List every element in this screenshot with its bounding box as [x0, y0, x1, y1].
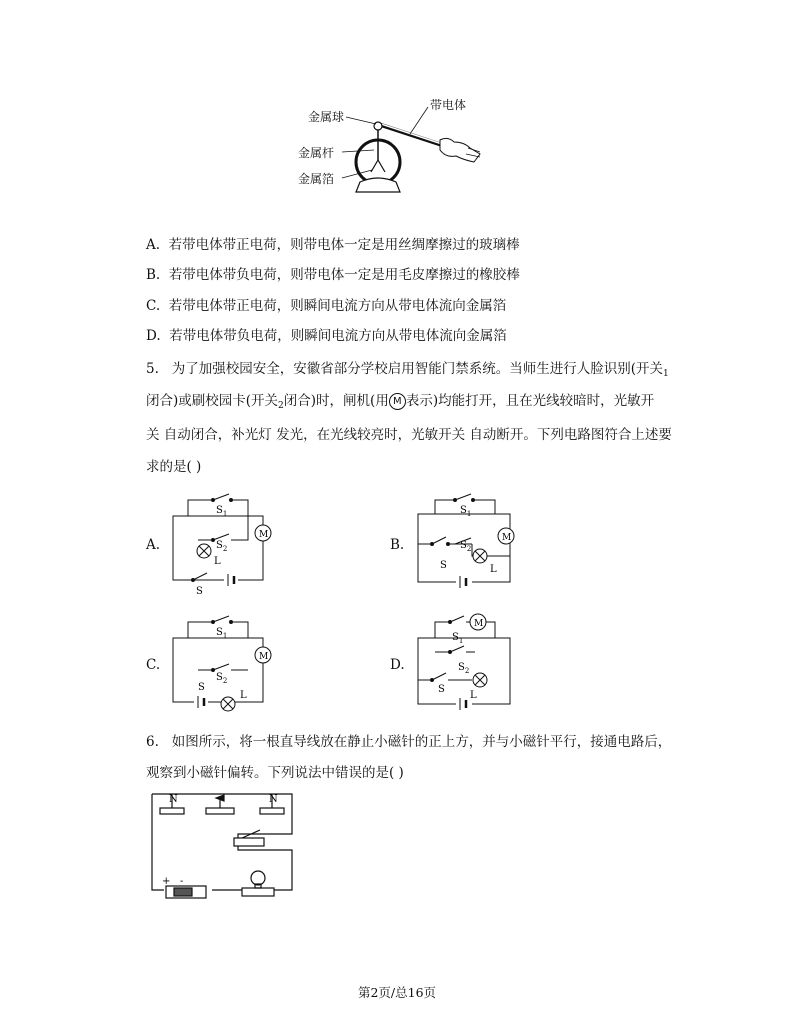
label-n-right: N [269, 794, 278, 805]
label-s: S [198, 682, 205, 693]
electroscope-figure [290, 90, 510, 200]
q5-option-d: D. [390, 657, 405, 673]
label-metal-rod: 金属杆 [298, 146, 335, 160]
label-l: L [470, 690, 477, 701]
label-s1: $S_1$ [216, 505, 228, 518]
label-s: S [440, 560, 447, 571]
label-l: L [214, 556, 221, 567]
label-s: S [438, 684, 445, 695]
label-plus: + [162, 876, 171, 887]
sub-index: 1 [663, 369, 669, 379]
label-minus: - [180, 876, 184, 887]
option-text: 若带电体带正电荷，则带电体一定是用丝绸摩擦过的玻璃棒 [168, 237, 520, 253]
label-m: M [259, 530, 269, 540]
q6-line-2: 观察到小磁针偏转。下列说法中错误的是( ) [146, 765, 404, 781]
q4-option-a [146, 236, 520, 254]
label-l: L [490, 564, 497, 575]
label-m: M [502, 533, 512, 543]
option-letter: D. [146, 328, 161, 344]
circuit-diagram-c [168, 610, 278, 720]
option-letter: B. [146, 267, 161, 283]
option-letter: A. [146, 237, 161, 253]
q6-circuit-figure [142, 786, 302, 908]
label-s1: $S_1$ [216, 627, 228, 640]
label-s2: $S_2$ [216, 672, 228, 685]
option-text: 若带电体带负电荷，则瞬间电流方向从带电体流向金属箔 [169, 328, 507, 344]
label-s2: $S_2$ [216, 540, 228, 553]
q5-line-3: 关 自动闭合，补光灯 发光，在光线较亮时，光敏开关 自动断开。下列电路图符合上述要 [146, 427, 672, 443]
circuit-diagram-a [168, 488, 278, 598]
label-m: M [259, 652, 269, 662]
q6-text: 如图所示，将一根直导线放在静止小磁针的正上方，并与小磁针平行，接通电路后， [171, 734, 672, 750]
q5-text: 表示)均能打开，且在光线较暗时，光敏开 [405, 393, 655, 409]
label-n-left: N [169, 794, 178, 805]
label-metal-foil: 金属箔 [298, 172, 335, 186]
q5-option-c: C. [146, 657, 161, 673]
q6-line-1 [146, 733, 671, 751]
q5-text: 为了加强校园安全，安徽省部分学校启用智能门禁系统。当师生进行人脸识别(开关 [171, 361, 664, 377]
label-charged-body: 带电体 [430, 98, 467, 112]
motor-symbol-icon: M [389, 393, 406, 410]
label-m: M [474, 619, 484, 629]
label-s1: $S_1$ [460, 505, 472, 518]
label-s1: $S_1$ [452, 632, 464, 645]
question-number: 5. [146, 361, 159, 377]
circuit-diagram-b [410, 492, 520, 600]
label-s2: $S_2$ [460, 540, 472, 553]
q5-text: 闭合)或刷校园卡(开关 [146, 393, 279, 409]
q5-line-2 [146, 392, 654, 415]
q4-option-d [146, 327, 507, 345]
q4-option-b [146, 266, 520, 284]
label-metal-ball: 金属球 [308, 110, 345, 124]
q5-line-1 [146, 360, 669, 383]
option-letter: C. [146, 298, 161, 314]
label-s: S [196, 586, 203, 597]
option-text: 若带电体带负电荷，则带电体一定是用毛皮摩擦过的橡胶棒 [168, 267, 520, 283]
q5-text: 闭合)时，闸机(用 [283, 393, 389, 409]
q5-option-a: A. [146, 537, 161, 553]
page-footer: 第2页/总16页 [357, 985, 437, 1000]
label-s2: $S_2$ [458, 662, 470, 675]
question-number: 6. [146, 734, 159, 750]
q5-option-b: B. [390, 537, 405, 553]
circuit-diagram-d [410, 612, 520, 720]
label-l: L [240, 690, 247, 701]
option-text: 若带电体带正电荷，则瞬间电流方向从带电体流向金属箔 [168, 298, 507, 314]
q4-option-c [146, 297, 506, 315]
q5-line-4: 求的是( ) [146, 459, 202, 475]
sub-index: 2 [278, 401, 284, 411]
